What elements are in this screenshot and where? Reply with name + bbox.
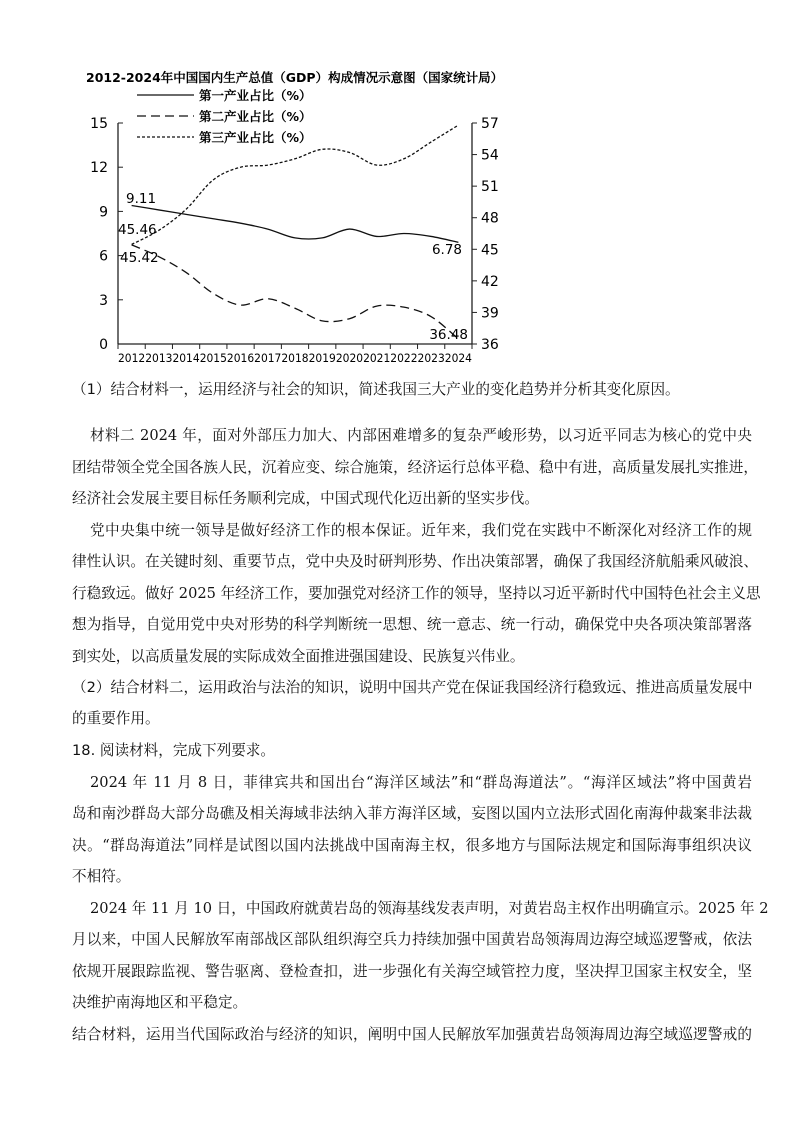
chart-title: 2012-2024年中国国内生产总值（GDP）构成情况示意图（国家统计局） xyxy=(86,70,504,85)
data-label: 9.11 xyxy=(126,191,157,207)
paragraph-line: 2024 年 11 月 10 日，中国政府就黄岩岛的领海基线发表声明，对黄岩岛主权作出明确宣示。2025 年 2 xyxy=(90,900,769,917)
gdp-composition-chart xyxy=(0,0,800,370)
left-tick-label: 0 xyxy=(99,337,108,353)
right-tick-label: 42 xyxy=(481,273,499,290)
left-tick-label: 9 xyxy=(99,204,108,221)
x-tick-label: 2023 xyxy=(417,351,445,365)
data-label: 45.42 xyxy=(120,250,159,266)
data-label: 45.46 xyxy=(118,222,157,238)
left-tick-label: 3 xyxy=(99,292,108,309)
paragraph-line: 的重要作用。 xyxy=(72,710,160,727)
x-tick-label: 2013 xyxy=(145,351,173,365)
paragraph-line: 到实处，以高质量发展的实际成效全面推进强国建设、民族复兴伟业。 xyxy=(72,648,525,665)
paragraph-line: 党中央集中统一领导是做好经济工作的根本保证。近年来，我们党在实践中不断深化对经济工作的规 xyxy=(90,522,752,539)
paragraph-line: 结合材料，运用当代国际政治与经济的知识，阐明中国人民解放军加强黄岩岛领海周边海空域巡逻警戒的 xyxy=(72,1026,752,1043)
paragraph-line: 材料二 2024 年，面对外部压力加大、内部困难增多的复杂严峻形势，以习近平同志为核心的党中央 xyxy=(90,427,752,444)
data-label: 6.78 xyxy=(431,242,462,258)
x-tick-label: 2017 xyxy=(254,351,282,365)
chart-series xyxy=(118,125,468,343)
x-tick-label: 2024 xyxy=(444,351,472,365)
x-tick-label: 2012 xyxy=(118,351,146,365)
paragraph-line: 律性认识。在关键时刻、重要节点，党中央及时研判形势、作出决策部署，确保了我国经济航船乘风破浪、 xyxy=(72,553,758,570)
x-tick-label: 2019 xyxy=(308,351,336,365)
right-tick-label: 36 xyxy=(481,337,499,353)
paragraph-line: 想为指导，自觉用党中央对形势的科学判断统一思想、统一意志、统一行动，确保党中央各项决策部署落 xyxy=(72,616,752,633)
data-label: 36.48 xyxy=(429,327,468,343)
x-tick-label: 2015 xyxy=(199,351,227,365)
left-tick-label: 15 xyxy=(90,116,108,132)
x-tick-label: 2018 xyxy=(281,351,309,365)
paragraph-line: 不相符。 xyxy=(72,868,131,885)
right-tick-label: 39 xyxy=(481,305,499,322)
x-tick-label: 2016 xyxy=(226,351,255,365)
paragraph-line: 2024 年 11 月 8 日，菲律宾共和国出台“海洋区域法”和“群岛海道法”。“海洋区域法”将中国黄岩 xyxy=(90,774,752,791)
left-tick-label: 6 xyxy=(99,248,108,265)
legend-label-2: 第二产业占比（%） xyxy=(199,109,312,124)
left-tick-label: 12 xyxy=(90,160,108,177)
question-heading: 18. 阅读材料，完成下列要求。 xyxy=(72,742,275,759)
paragraph-line: 团结带领全党全国各族人民，沉着应变、综合施策，经济运行总体平稳、稳中有进，高质量发展扎实推进， xyxy=(72,459,758,476)
paragraph-line: 经济社会发展主要目标任务顺利完成，中国式现代化迈出新的坚实步伐。 xyxy=(72,490,540,507)
right-tick-label: 45 xyxy=(481,242,499,259)
series-line-2 xyxy=(132,245,459,339)
paragraph-line: （2）结合材料二，运用政治与法治的知识，说明中国共产党在保证我国经济行稳致远、推进高质量发展中 xyxy=(72,679,753,696)
paragraph-line: 月以来，中国人民解放军南部战区部队组织海空兵力持续加强中国黄岩岛领海周边海空域巡逻警戒，依法 xyxy=(72,931,752,948)
paragraph-line: 决维护南海地区和平稳定。 xyxy=(72,994,248,1011)
right-tick-label: 57 xyxy=(481,116,499,132)
paragraph-line: （1）结合材料一，运用经济与社会的知识，简述我国三大产业的变化趋势并分析其变化原因。 xyxy=(72,381,680,398)
paragraph-line: 依规开展跟踪监视、警告驱离、登检查扣，进一步强化有关海空域管控力度，坚决捍卫国家主权安全，坚 xyxy=(72,963,752,980)
paragraph-line: 岛和南沙群岛大部分岛礁及相关海域非法纳入菲方海洋区域，妄图以国内立法形式固化南海仲裁案非法裁 xyxy=(72,805,752,822)
legend-label-1: 第一产业占比（%） xyxy=(199,88,312,103)
series-line-1 xyxy=(132,206,459,243)
paragraph-line: 行稳致远。做好 2025 年经济工作，要加强党对经济工作的领导，坚持以习近平新时代中国特色社会主义思 xyxy=(72,585,761,602)
right-tick-label: 51 xyxy=(481,179,499,196)
right-tick-label: 48 xyxy=(481,210,499,227)
chart-legend xyxy=(137,88,312,145)
legend-label-3: 第三产业占比（%） xyxy=(199,130,312,145)
x-tick-label: 2014 xyxy=(172,351,200,365)
paragraph-line: 决。“群岛海道法”同样是试图以国内法挑战中国南海主权，很多地方与国际法规定和国际海事组织决议 xyxy=(72,837,752,854)
x-tick-label: 2022 xyxy=(390,351,418,365)
right-tick-label: 54 xyxy=(481,147,499,164)
x-tick-label: 2021 xyxy=(363,351,391,365)
x-tick-label: 2020 xyxy=(335,351,364,365)
